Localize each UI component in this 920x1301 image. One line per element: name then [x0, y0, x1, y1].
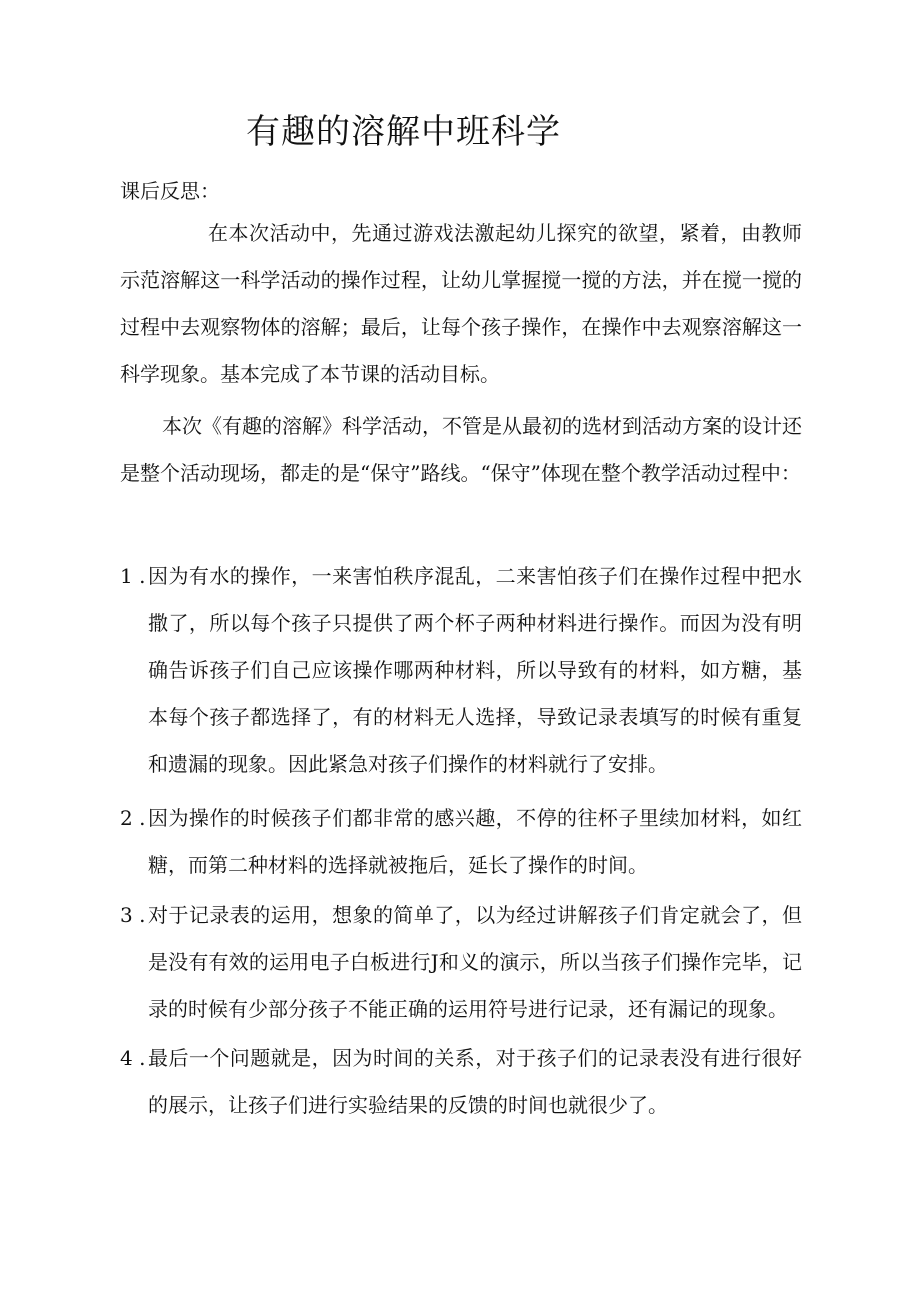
list-item-text: 最后一个问题就是，因为时间的关系，对于孩子们的记录表没有进行很好的展示，让孩子们进行实验结果的反馈的时间也就很少了。 — [148, 1046, 802, 1117]
list-item-text: 对于记录表的运用，想象的简单了，以为经过讲解孩子们肯定就会了，但是没有有效的运用电子白板进行J和义的演示，所以当孩子们操作完毕，记录的时候有少部分孩子不能正确的运用符号进行记录，还有漏记的现象。 — [148, 903, 802, 1021]
paragraph-2: 本次《有趣的溶解》科学活动，不管是从最初的选材到活动方案的设计还是整个活动现场，都走的是“保守”路线。“保守”体现在整个教学活动过程中： — [120, 414, 802, 485]
list-item-3 — [120, 892, 802, 1033]
list-item-4 — [120, 1035, 802, 1129]
list-item-2 — [120, 795, 802, 889]
list-item-number: 2 . — [120, 806, 146, 830]
section-heading: 课后反思： — [120, 179, 220, 203]
list-item-number: 3 . — [120, 903, 146, 927]
list-item-text: 因为有水的操作，一来害怕秩序混乱，二来害怕孩子们在操作过程中把水撒了，所以每个孩子只提供了两个杯子两种材料进行操作。而因为没有明确告诉孩子们自己应该操作哪两种材料，所以导致有的材料，如方糖，基本每个孩子都选择了，有的材料无人选择，导致记录表填写的时候有重复和遗漏的现象。因此紧急对孩子们操作的材料就行了安排。 — [148, 564, 802, 776]
list-item-number: 1 . — [120, 564, 146, 588]
list-item-text: 因为操作的时候孩子们都非常的感兴趣，不停的往杯子里续加材料，如红糖，而第二种材料的选择就被拖后，延长了操作的时间。 — [148, 806, 802, 877]
list-item-1 — [120, 553, 802, 788]
list-item-number: 4 . — [120, 1046, 146, 1070]
document-title: 有趣的溶解中班科学 — [246, 112, 561, 152]
paragraph-1: 在本次活动中，先通过游戏法激起幼儿探究的欲望，紧着，由教师示范溶解这一科学活动的操作过程，让幼儿掌握搅一搅的方法，并在搅一搅的过程中去观察物体的溶解；最后，让每个孩子操作，在操作中去观察溶解这一科学现象。基本完成了本节课的活动目标。 — [120, 221, 802, 386]
